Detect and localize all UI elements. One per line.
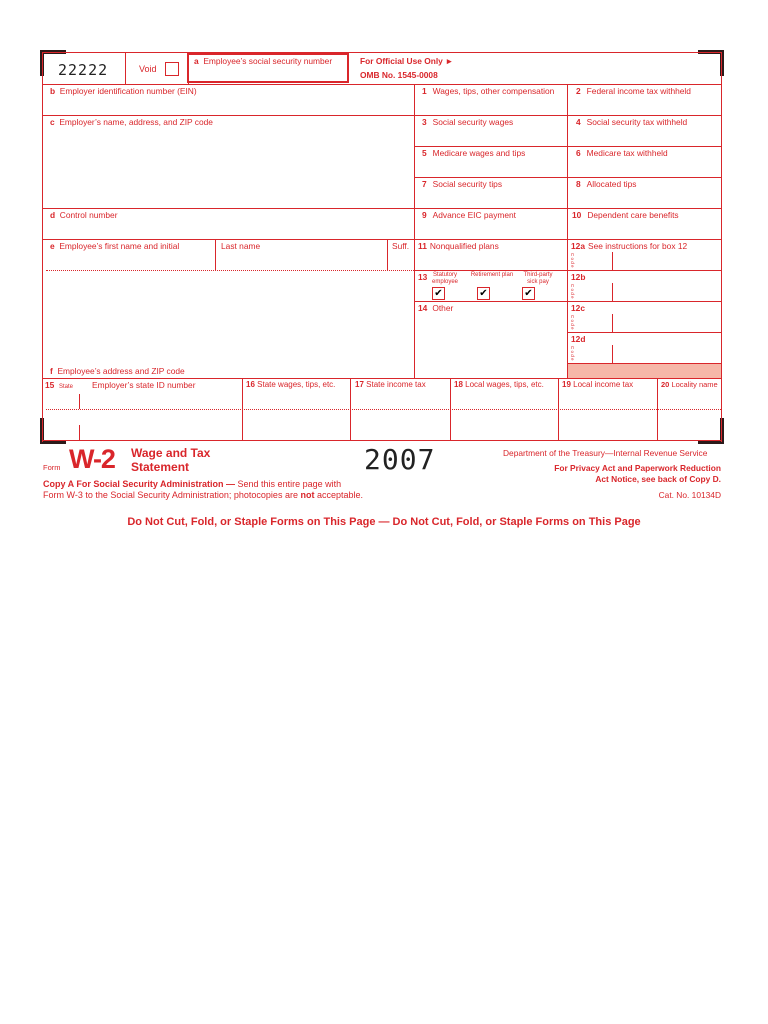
- last-name-field[interactable]: [216, 253, 386, 269]
- control-number-label: d Control number: [50, 210, 118, 220]
- box3-field[interactable]: [415, 129, 566, 145]
- ein-field[interactable]: [43, 98, 413, 114]
- warning-banner: Do Not Cut, Fold, or Staple Forms on This Page — Do Not Cut, Fold, or Staple Forms on This Page: [127, 516, 641, 528]
- statutory-employee-checkbox[interactable]: ✔: [432, 287, 445, 300]
- form-name: W-2: [69, 444, 115, 474]
- box10-field[interactable]: [568, 222, 720, 238]
- box1-label: 1 Wages, tips, other compensation: [422, 86, 555, 96]
- shaded-area: [568, 364, 721, 378]
- box17-label: 17 State income tax: [355, 380, 426, 389]
- ssn-label: a Employee’s social security number: [194, 56, 333, 66]
- box5-label: 5 Medicare wages and tips: [422, 148, 526, 158]
- state-tax-2-field[interactable]: [351, 411, 449, 439]
- box2-label: 2 Federal income tax withheld: [576, 86, 691, 96]
- box12c-code-label: C o d e: [570, 315, 575, 330]
- box14-label: 14 Other: [418, 303, 454, 313]
- box5-field[interactable]: [415, 160, 566, 176]
- local-wages-1-field[interactable]: [451, 393, 557, 408]
- employee-first-name-label: e Employee’s first name and initial: [50, 241, 180, 251]
- box15-employer-id-label: Employer’s state ID number: [92, 380, 196, 390]
- box12b-code-label: C o d e: [570, 284, 575, 299]
- control-number-field[interactable]: [43, 222, 413, 238]
- locality-2-field[interactable]: [658, 411, 720, 439]
- box12c-amount-field[interactable]: [614, 314, 720, 331]
- state-id-2-field[interactable]: [81, 411, 241, 439]
- statutory-employee-label: Statutory employee: [431, 272, 458, 285]
- box4-field[interactable]: [568, 129, 720, 145]
- box10-label: 10 Dependent care benefits: [572, 210, 679, 220]
- official-use-label: For Official Use Only ►: [360, 56, 454, 66]
- state-wages-1-field[interactable]: [243, 393, 349, 408]
- box12a-label: 12a See instructions for box 12: [571, 241, 688, 251]
- employee-address-label: f Employee’s address and ZIP code: [50, 366, 185, 376]
- box1-field[interactable]: [415, 98, 566, 114]
- box20-label: 20 Locality name: [661, 380, 718, 389]
- box7-field[interactable]: [415, 191, 566, 207]
- state-id-1-field[interactable]: [81, 393, 241, 408]
- form-title-line1: Wage and Tax: [131, 446, 211, 460]
- box16-label: 16 State wages, tips, etc.: [246, 380, 336, 389]
- form-code: 22222: [58, 61, 109, 79]
- department-label: Department of the Treasury—Internal Revenue Service: [503, 448, 708, 458]
- void-label: Void: [139, 64, 157, 74]
- state-tax-1-field[interactable]: [351, 393, 449, 408]
- box8-label: 8 Allocated tips: [576, 179, 637, 189]
- state-2-field[interactable]: [43, 411, 78, 439]
- employer-name-label: c Employer’s name, address, and ZIP code: [50, 117, 213, 127]
- box2-field[interactable]: [568, 98, 720, 114]
- last-name-label: Last name: [221, 241, 261, 251]
- box12d-label: 12d: [571, 334, 586, 344]
- local-tax-1-field[interactable]: [559, 393, 656, 408]
- box13-label: 13: [418, 272, 428, 282]
- box18-label: 18 Local wages, tips, etc.: [454, 380, 544, 389]
- box12d-code-label: C o d e: [570, 346, 575, 361]
- tax-year: 2007: [364, 443, 436, 476]
- privacy-line1: For Privacy Act and Paperwork Reduction: [554, 463, 721, 473]
- retirement-plan-checkbox[interactable]: ✔: [477, 287, 490, 300]
- box12c-label: 12c: [571, 303, 585, 313]
- third-party-sick-pay-label: Third-party sick pay: [523, 272, 553, 285]
- employee-first-name-field[interactable]: [43, 253, 214, 269]
- local-wages-2-field[interactable]: [451, 411, 557, 439]
- box12b-code-field[interactable]: [578, 283, 611, 300]
- box11-field[interactable]: [415, 253, 566, 269]
- form-word: Form: [43, 463, 61, 472]
- box12a-code-label: C o d e: [570, 253, 575, 268]
- omb-number: OMB No. 1545-0008: [360, 70, 438, 80]
- ein-label: b Employer identification number (EIN): [50, 86, 197, 96]
- box14-field[interactable]: [415, 315, 566, 377]
- employer-name-field[interactable]: [43, 130, 413, 206]
- box12b-amount-field[interactable]: [614, 283, 720, 300]
- box8-field[interactable]: [568, 191, 720, 207]
- box7-label: 7 Social security tips: [422, 179, 503, 189]
- box12a-amount-field[interactable]: [614, 252, 720, 269]
- box9-label: 9 Advance EIC payment: [422, 210, 517, 220]
- box12b-label: 12b: [571, 272, 586, 282]
- box6-label: 6 Medicare tax withheld: [576, 148, 668, 158]
- retirement-plan-label: Retirement plan: [470, 272, 514, 278]
- privacy-line2: Act Notice, see back of Copy D.: [595, 474, 721, 484]
- locality-1-field[interactable]: [658, 393, 720, 408]
- box12c-code-field[interactable]: [578, 314, 611, 331]
- box3-label: 3 Social security wages: [422, 117, 514, 127]
- box4-label: 4 Social security tax withheld: [576, 117, 688, 127]
- form-title-line2: Statement: [131, 460, 190, 474]
- box12d-amount-field[interactable]: [614, 345, 720, 362]
- box15-label: 15 State: [45, 380, 73, 390]
- third-party-sick-pay-checkbox[interactable]: ✔: [522, 287, 535, 300]
- copy-a-line2: Form W-3 to the Social Security Administration; photocopies are not acceptable.: [43, 490, 363, 500]
- state-wages-2-field[interactable]: [243, 411, 349, 439]
- box6-field[interactable]: [568, 160, 720, 176]
- state-1-field[interactable]: [43, 393, 78, 408]
- suffix-label: Suff.: [392, 241, 410, 251]
- box9-field[interactable]: [415, 222, 566, 238]
- local-tax-2-field[interactable]: [559, 411, 656, 439]
- employee-address-field[interactable]: [43, 272, 413, 364]
- catalog-number: Cat. No. 10134D: [658, 490, 721, 500]
- box12d-code-field[interactable]: [578, 345, 611, 362]
- box11-label: 11 Nonqualified plans: [418, 241, 499, 251]
- copy-a-line1: Copy A For Social Security Administration — Send this entire page with: [43, 479, 342, 489]
- void-checkbox[interactable]: [165, 62, 179, 76]
- box12a-code-field[interactable]: [578, 252, 611, 269]
- box19-label: 19 Local income tax: [562, 380, 634, 389]
